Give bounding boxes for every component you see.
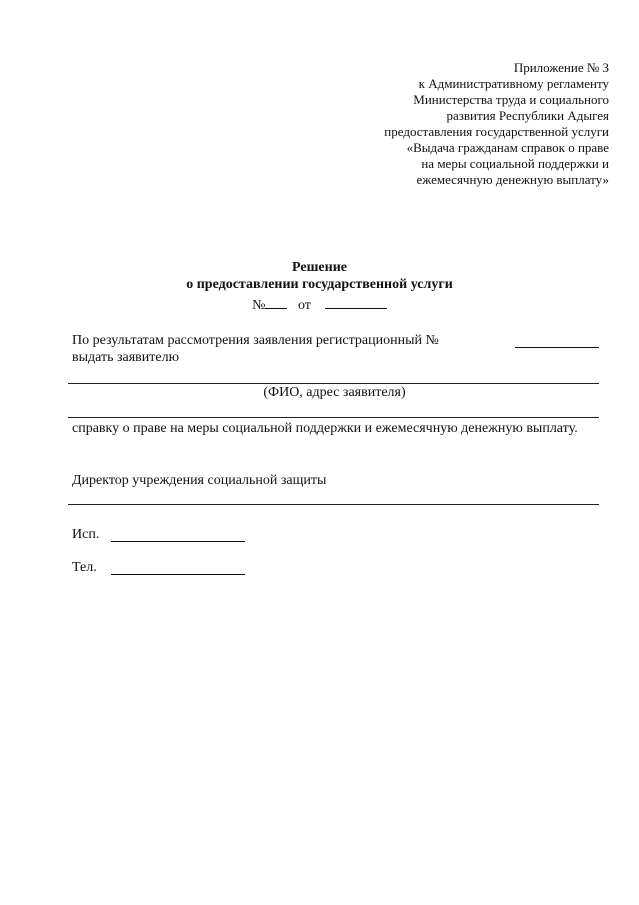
appendix-line-6: «Выдача гражданам справок о праве [406,140,609,155]
number-label: № [252,298,266,313]
appendix-line-1: Приложение № 3 [513,60,609,75]
executor-label: Исп. [72,527,100,542]
phone-label: Тел. [72,560,97,575]
applicant-caption: (ФИО, адрес заявителя) [263,385,406,400]
appendix-header [349,60,609,188]
appendix-line-2: к Административному регламенту [418,76,609,91]
executor-line [111,541,245,542]
registration-number-blank [515,347,599,348]
director-signature-line [68,504,599,505]
appendix-line-7: на меры социальной поддержки и [421,156,609,171]
appendix-line-4: развития Республики Адыгея [446,108,609,123]
number-blank [265,296,287,309]
phone-line [111,574,245,575]
appendix-line-3: Министерства труда и социального [413,92,609,107]
applicant-line-2 [68,417,599,418]
review-line: По результатам рассмотрения заявления регистрационный № [72,333,439,348]
document-subtitle: о предоставлении государственной услуги [186,277,453,292]
issue-line: выдать заявителю [72,350,180,365]
document-title: Решение [292,260,347,275]
appendix-line-5: предоставления государственной услуги [384,124,609,139]
director-label: Директор учреждения социальной защиты [72,473,327,488]
certificate-text: справку о праве на меры социальной поддержки и ежемесячную денежную выплату. [72,421,578,436]
date-from-label: от [297,298,311,313]
decision-number-line [0,296,639,315]
date-blank [325,296,387,309]
appendix-line-8: ежемесячную денежную выплату» [416,172,609,187]
